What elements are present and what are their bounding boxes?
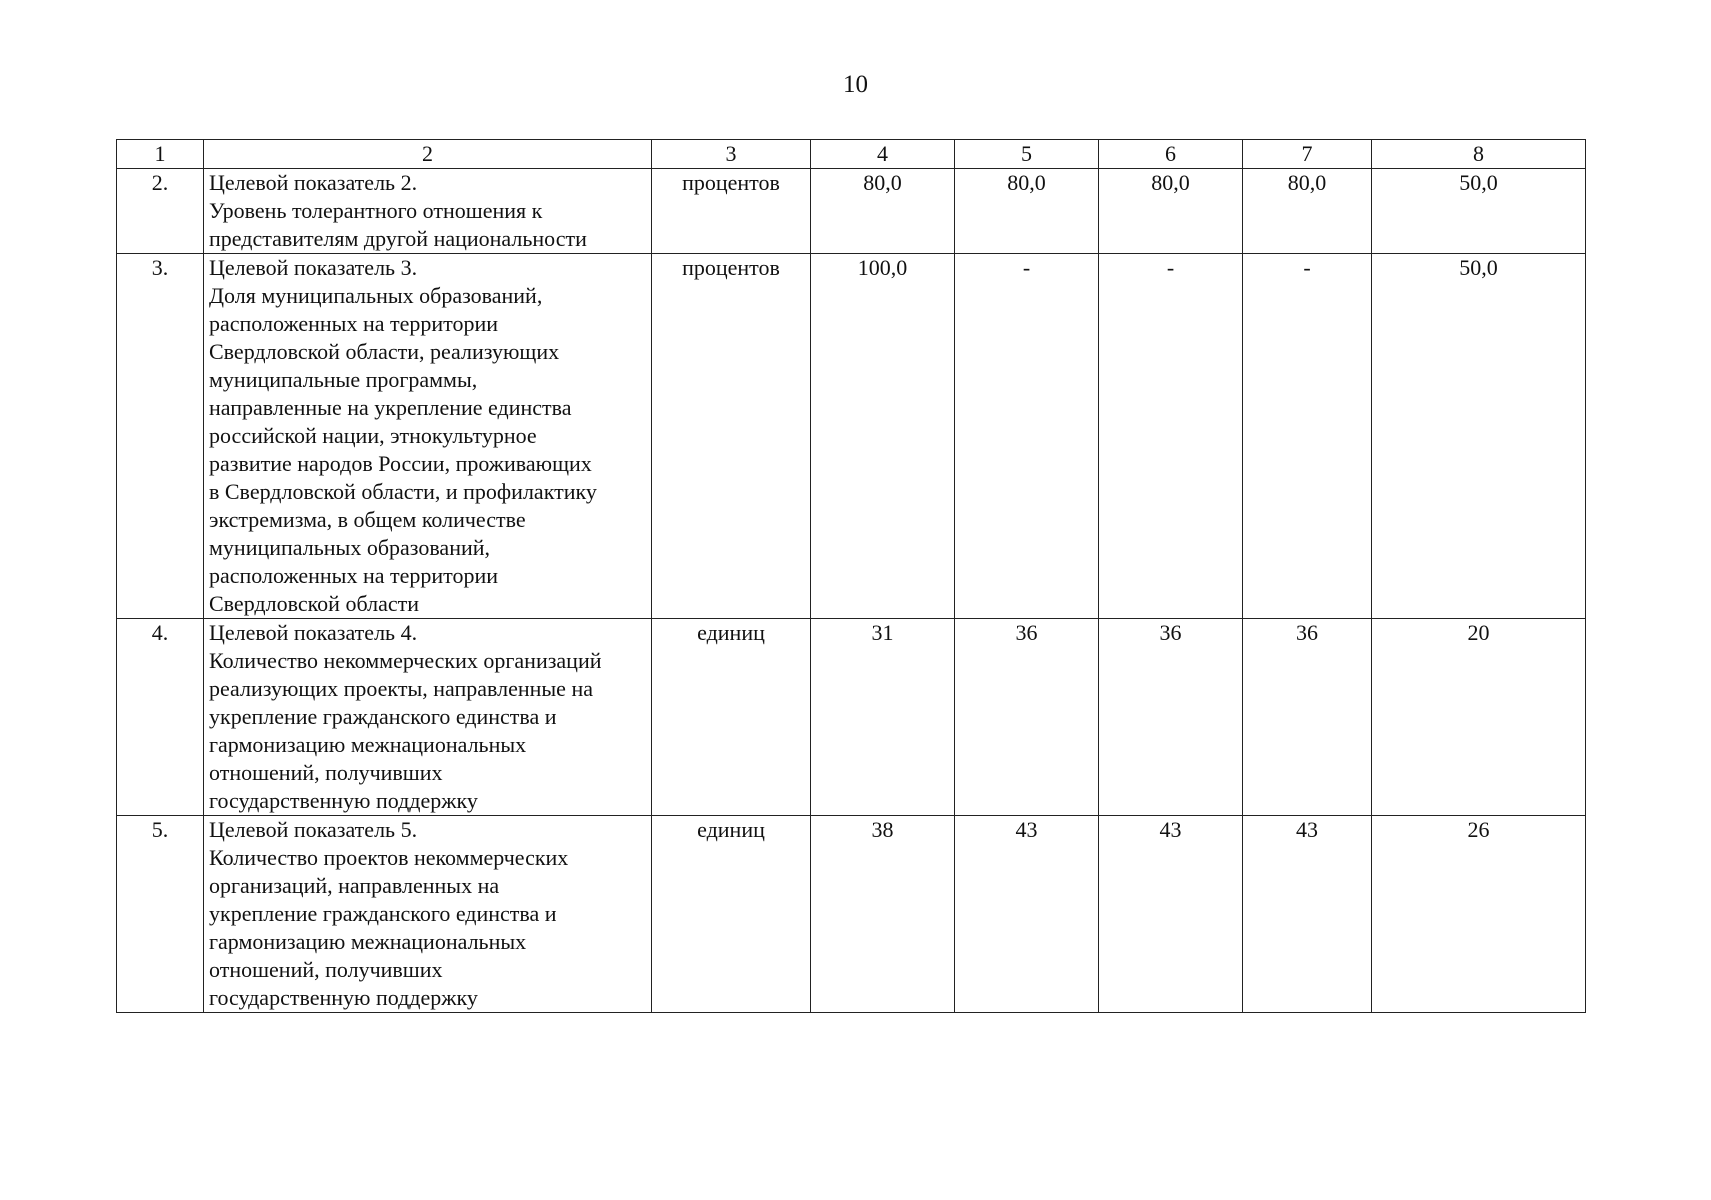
value-cell-v7: - [1243, 254, 1372, 619]
indicator-name-line: гармонизацию межнациональных [209, 732, 527, 757]
indicator-name-line: расположенных на территории [209, 311, 499, 336]
indicator-name-line: Целевой показатель 5. [209, 817, 418, 842]
indicator-name [204, 816, 652, 1013]
indicator-name-line: государственную поддержку [209, 985, 478, 1010]
value-cell-v7: 36 [1243, 619, 1372, 816]
value-cell-v5: 36 [955, 619, 1099, 816]
value-cell-v8: 26 [1372, 816, 1586, 1013]
value-cell-v4: 38 [811, 816, 955, 1013]
table-header-row [117, 140, 1586, 169]
indicator-name-line: Целевой показатель 4. [209, 620, 418, 645]
table-body [117, 169, 1586, 1013]
indicator-name-line: Количество проектов некоммерческих [209, 845, 569, 870]
row-number: 3. [117, 254, 204, 619]
indicator-name-line: государственную поддержку [209, 788, 478, 813]
indicator-name-line: муниципальных образований, [209, 535, 491, 560]
indicator-name [204, 254, 652, 619]
row-number: 5. [117, 816, 204, 1013]
indicator-name-line: в Свердловской области, и профилактику [209, 479, 597, 504]
indicator-name-line: гармонизацию межнациональных [209, 929, 527, 954]
value-cell-v5: 43 [955, 816, 1099, 1013]
indicator-name-line: Свердловской области, реализующих [209, 339, 560, 364]
indicator-name-line: развитие народов России, проживающих [209, 451, 592, 476]
indicator-name-line: представителям другой национальности [209, 226, 587, 251]
indicator-name-line: отношений, получивших [209, 957, 443, 982]
row-number: 2. [117, 169, 204, 254]
header-col-8: 8 [1372, 140, 1586, 169]
indicator-name-line: Уровень толерантного отношения к [209, 198, 543, 223]
table-row [117, 619, 1586, 816]
row-number: 4. [117, 619, 204, 816]
value-cell-v5: - [955, 254, 1099, 619]
indicator-name [204, 169, 652, 254]
indicator-name-line: российской нации, этнокультурное [209, 423, 537, 448]
indicator-name-line: Количество некоммерческих организаций [209, 648, 602, 673]
header-col-4: 4 [811, 140, 955, 169]
value-cell-v6: 43 [1099, 816, 1243, 1013]
value-cell-v5: 80,0 [955, 169, 1099, 254]
header-col-2: 2 [204, 140, 652, 169]
value-cell-v7: 80,0 [1243, 169, 1372, 254]
unit-cell: единиц [652, 816, 811, 1013]
value-cell-v4: 31 [811, 619, 955, 816]
value-cell-v6: - [1099, 254, 1243, 619]
indicator-name-line: направленные на укрепление единства [209, 395, 572, 420]
unit-cell: единиц [652, 619, 811, 816]
header-col-7: 7 [1243, 140, 1372, 169]
header-col-1: 1 [117, 140, 204, 169]
page-number: 10 [843, 71, 868, 98]
value-cell-v8: 50,0 [1372, 169, 1586, 254]
table-row [117, 254, 1586, 619]
value-cell-v6: 80,0 [1099, 169, 1243, 254]
indicator-name-line: экстремизма, в общем количестве [209, 507, 526, 532]
value-cell-v8: 20 [1372, 619, 1586, 816]
indicator-name-line: Доля муниципальных образований, [209, 283, 543, 308]
table-row [117, 169, 1586, 254]
value-cell-v8: 50,0 [1372, 254, 1586, 619]
indicator-name-line: отношений, получивших [209, 760, 443, 785]
indicator-name-line: организаций, направленных на [209, 873, 500, 898]
value-cell-v4: 80,0 [811, 169, 955, 254]
value-cell-v6: 36 [1099, 619, 1243, 816]
indicator-name [204, 619, 652, 816]
indicator-name-line: Свердловской области [209, 591, 419, 616]
header-col-5: 5 [955, 140, 1099, 169]
header-col-3: 3 [652, 140, 811, 169]
header-col-6: 6 [1099, 140, 1243, 169]
indicator-name-line: муниципальные программы, [209, 367, 478, 392]
indicator-name-line: реализующих проекты, направленные на [209, 676, 593, 701]
value-cell-v7: 43 [1243, 816, 1372, 1013]
value-cell-v4: 100,0 [811, 254, 955, 619]
indicators-table [116, 139, 1586, 1013]
table-row [117, 816, 1586, 1013]
indicator-name-line: укрепление гражданского единства и [209, 704, 557, 729]
unit-cell: процентов [652, 254, 811, 619]
indicator-name-line: Целевой показатель 2. [209, 170, 418, 195]
indicator-name-line: укрепление гражданского единства и [209, 901, 557, 926]
indicator-name-line: расположенных на территории [209, 563, 499, 588]
indicator-name-line: Целевой показатель 3. [209, 255, 418, 280]
unit-cell: процентов [652, 169, 811, 254]
